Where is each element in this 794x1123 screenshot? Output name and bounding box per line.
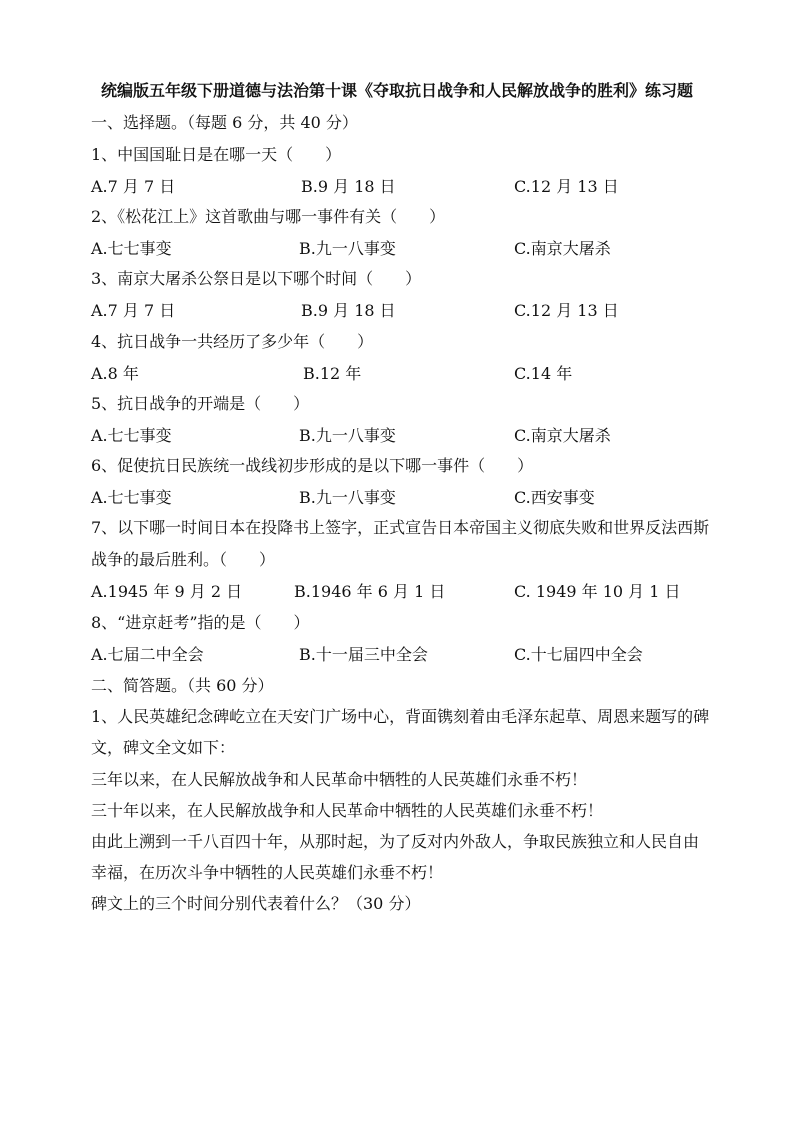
q2-option-c: C.南京大屠杀 <box>514 239 611 258</box>
inscription-line: 三年以来，在人民解放战争和人民革命中牺牲的人民英雄们永垂不朽！ <box>91 770 588 789</box>
question-3: 3、南京大屠杀公祭日是以下哪个时间（ ） <box>91 269 422 288</box>
section-heading-choice: 一、选择题。（每题 6 分，共 40 分） <box>91 113 358 132</box>
section-heading-short-answer: 二、简答题。（共 60 分） <box>91 676 274 695</box>
q8-option-c: C.十七届四中全会 <box>514 645 643 664</box>
document-title: 统编版五年级下册道德与法治第十课《夺取抗日战争和人民解放战争的胜利》练习题 <box>100 81 693 100</box>
question-7-continued: 战争的最后胜利。（ ） <box>91 550 276 569</box>
q4-option-c: C.14 年 <box>514 364 573 383</box>
q7-option-c: C. 1949 年 10 月 1 日 <box>514 582 681 601</box>
q3-option-c: C.12 月 13 日 <box>514 301 619 320</box>
paragraph-line: 文，碑文全文如下： <box>91 738 236 757</box>
q5-option-a: A.七七事变 <box>91 426 172 445</box>
q1-option-b: B.9 月 18 日 <box>301 177 396 196</box>
q6-option-c: C.西安事变 <box>514 488 595 507</box>
question-5: 5、抗日战争的开端是（ ） <box>91 394 310 413</box>
q6-option-a: A.七七事变 <box>91 488 172 507</box>
q7-option-a: A.1945 年 9 月 2 日 <box>91 582 243 601</box>
question-8: 8、“进京赶考”指的是（ ） <box>91 613 310 632</box>
q8-option-b: B.十一届三中全会 <box>299 645 428 664</box>
q3-option-b: B.9 月 18 日 <box>301 301 396 320</box>
q7-option-b: B.1946 年 6 月 1 日 <box>294 582 446 601</box>
question-6: 6、促使抗日民族统一战线初步形成的是以下哪一事件（ ） <box>91 456 534 475</box>
question-2: 2、《松花江上》这首歌曲与哪一事件有关（ ） <box>91 207 446 226</box>
q3-option-a: A.7 月 7 日 <box>91 301 176 320</box>
inscription-line: 三十年以来，在人民解放战争和人民革命中牺牲的人民英雄们永垂不朽！ <box>91 801 604 820</box>
q4-option-a: A.8 年 <box>91 364 139 383</box>
q5-option-b: B.九一八事变 <box>299 426 396 445</box>
q6-option-b: B.九一八事变 <box>299 488 396 507</box>
question-prompt: 碑文上的三个时间分别代表着什么？（30 分） <box>91 894 421 913</box>
q8-option-a: A.七届二中全会 <box>91 645 204 664</box>
q4-option-b: B.12 年 <box>303 364 362 383</box>
q5-option-c: C.南京大屠杀 <box>514 426 611 445</box>
inscription-line: 由此上溯到一千八百四十年，从那时起，为了反对内外敌人，争取民族独立和人民自由 <box>91 832 700 851</box>
question-7: 7、以下哪一时间日本在投降书上签字，正式宣告日本帝国主义彻底失败和世界反法西斯 <box>91 518 710 537</box>
inscription-line: 幸福，在历次斗争中牺牲的人民英雄们永垂不朽！ <box>91 863 444 882</box>
q1-option-a: A.7 月 7 日 <box>91 177 176 196</box>
q2-option-a: A.七七事变 <box>91 239 172 258</box>
paragraph-line: 1、人民英雄纪念碑屹立在天安门广场中心，背面镌刻着由毛泽东起草、周恩来题写的碑 <box>91 707 710 726</box>
question-1: 1、中国国耻日是在哪一天（ ） <box>91 145 342 164</box>
q2-option-b: B.九一八事变 <box>299 239 396 258</box>
question-4: 4、抗日战争一共经历了多少年（ ） <box>91 332 374 351</box>
q1-option-c: C.12 月 13 日 <box>514 177 619 196</box>
